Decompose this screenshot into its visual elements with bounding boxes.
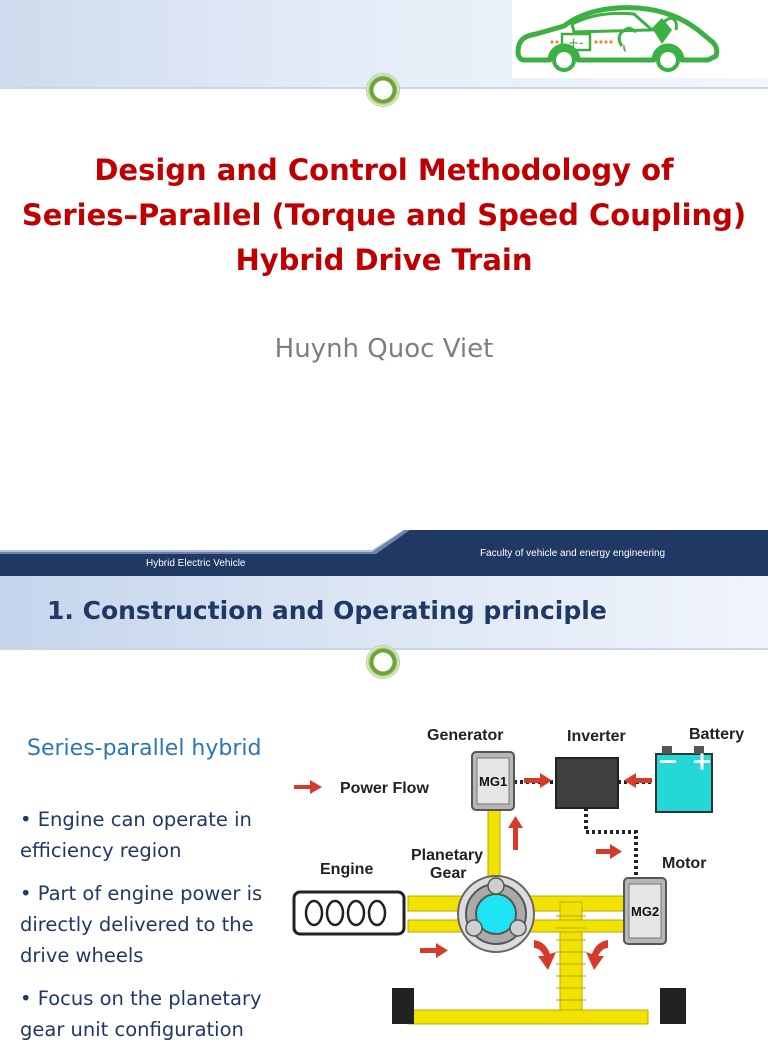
planetary-gear-icon bbox=[458, 876, 534, 952]
green-ring-icon bbox=[366, 73, 400, 107]
title-line-2: Series–Parallel (Torque and Speed Coupling) bbox=[21, 198, 747, 232]
subheading: Series-parallel hybrid bbox=[27, 736, 262, 761]
title-line-1: Design and Control Methodology of bbox=[94, 153, 674, 187]
engine-block bbox=[294, 892, 404, 934]
footer-faculty-label: Faculty of vehicle and energy engineering bbox=[480, 548, 666, 559]
left-wheel bbox=[392, 988, 414, 1024]
battery-icon bbox=[656, 746, 712, 812]
svg-text:+-: +- bbox=[568, 36, 584, 51]
title-line-3: Hybrid Drive Train bbox=[235, 243, 533, 277]
bullet-list bbox=[20, 804, 295, 1057]
mg2-label: MG2 bbox=[631, 904, 660, 919]
bullet-item: • Focus on the planetary gear unit configuration bbox=[20, 987, 262, 1041]
construction-slide bbox=[0, 576, 768, 1041]
footer-course-label: Hybrid Electric Vehicle bbox=[146, 558, 246, 569]
hybrid-drivetrain-diagram bbox=[288, 716, 758, 1024]
power-flow-arrow-icon bbox=[294, 780, 322, 794]
inverter-box bbox=[556, 758, 618, 808]
mg1-label: MG1 bbox=[479, 774, 508, 789]
power-flow-label: Power Flow bbox=[340, 780, 429, 797]
axle bbox=[408, 1010, 648, 1024]
planetary-label: Planetary bbox=[411, 847, 484, 864]
bullet-item: • Engine can operate in efficiency region bbox=[20, 808, 252, 862]
section-heading: 1. Construction and Operating principle bbox=[47, 596, 607, 625]
gear-label: Gear bbox=[430, 865, 467, 882]
right-wheel bbox=[660, 988, 686, 1024]
mg2-motor bbox=[624, 878, 666, 944]
hybrid-car-logo-icon bbox=[512, 0, 768, 78]
motor-label: Motor bbox=[662, 855, 707, 872]
green-ring-icon bbox=[366, 645, 400, 679]
bullet-item: • Part of engine power is directly delivered to the drive wheels bbox=[20, 882, 263, 967]
inverter-label: Inverter bbox=[567, 728, 626, 745]
engine-label: Engine bbox=[320, 861, 374, 878]
author-name: Huynh Quoc Viet bbox=[274, 334, 494, 364]
generator-label: Generator bbox=[427, 727, 504, 744]
battery-label: Battery bbox=[689, 726, 745, 743]
slide-title bbox=[14, 148, 754, 283]
mg1-generator bbox=[472, 752, 514, 810]
